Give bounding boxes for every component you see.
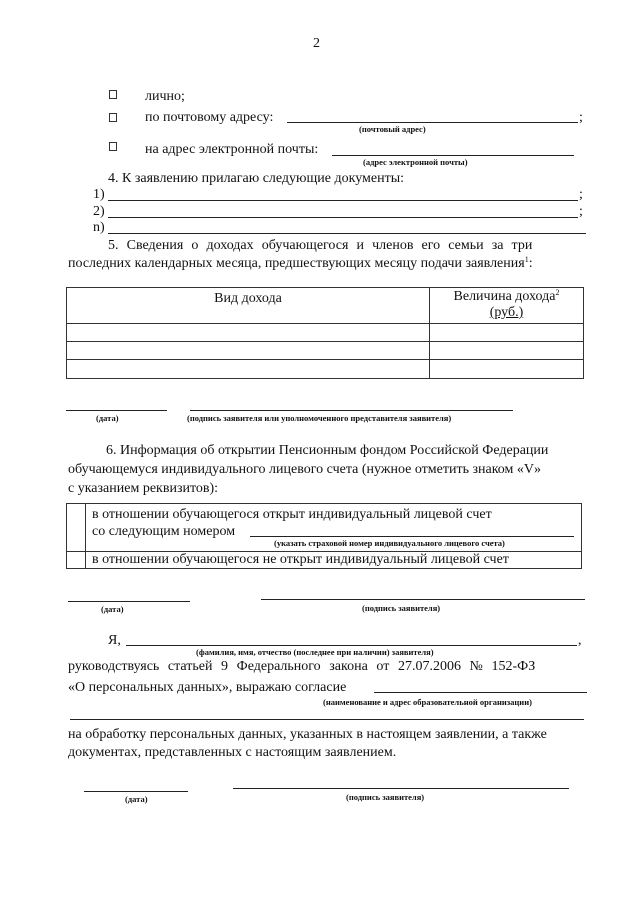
- snils-hint: (указать страховой номер индивидуального лицевого счета): [274, 538, 505, 548]
- option-postal-label: по почтовому адресу:: [145, 110, 274, 125]
- option-opened-line1: в отношении обучающегося открыт индивидуальный лицевой счет: [92, 507, 492, 522]
- consent-comma: ,: [578, 633, 582, 648]
- consent-date-hint: (дата): [125, 794, 148, 804]
- option-not-opened-mark-cell[interactable]: [67, 552, 85, 569]
- consent-date-field[interactable]: [84, 791, 188, 792]
- section5-signature-field[interactable]: [190, 410, 513, 411]
- doc-item-n-field[interactable]: [108, 233, 586, 234]
- consent-line3: на обработку персональных данных, указанных в настоящем заявлении, а также: [68, 727, 547, 742]
- consent-signature-hint: (подпись заявителя): [346, 792, 425, 802]
- section6-line1: 6. Информация об открытии Пенсионным фондом Российской Федерации: [106, 443, 549, 458]
- doc-item-2-end: ;: [579, 204, 583, 219]
- section5-colon: :: [528, 256, 533, 271]
- section6-date-hint: (дата): [101, 604, 124, 614]
- section5-signature-hint: (подпись заявителя или уполномоченного представителя заявителя): [187, 413, 452, 423]
- col-income-amount-label: Величина дохода: [453, 289, 556, 304]
- checkbox-personal[interactable]: [109, 90, 117, 99]
- footnote-1: 1: [524, 255, 529, 264]
- doc-item-2-label: 2): [93, 204, 105, 219]
- income-type-cell[interactable]: [67, 342, 430, 360]
- section5-text-line2-main: последних календарных месяца, предшествующих месяцу подачи заявления: [68, 256, 525, 271]
- section5-text-line2: [68, 256, 533, 272]
- postal-hint: (почтовый адрес): [359, 124, 426, 134]
- doc-item-n-label: n): [93, 220, 105, 235]
- col-income-amount-header: [430, 288, 584, 324]
- consent-line2: «О персональных данных», выражаю согласие: [68, 680, 347, 695]
- option-opened-line2: со следующим номером: [92, 524, 236, 539]
- section6-signature-field[interactable]: [261, 599, 585, 600]
- consent-signature-field[interactable]: [233, 788, 569, 789]
- snils-number-field[interactable]: [250, 536, 574, 537]
- section6-line2: обучающемуся индивидуального лицевого счета (нужное отметить знаком «V»: [68, 462, 541, 477]
- option-personal-label: лично;: [145, 89, 185, 104]
- section5-text-line1: 5. Сведения о доходах обучающегося и членов его семьи за три: [108, 238, 533, 253]
- pension-account-options: [66, 503, 582, 569]
- income-amount-cell[interactable]: [430, 342, 584, 360]
- table-row: [67, 342, 584, 360]
- page-number: 2: [313, 36, 320, 51]
- organization-field[interactable]: [374, 692, 587, 693]
- doc-item-1-end: ;: [579, 187, 583, 202]
- checkbox-email[interactable]: [109, 142, 117, 151]
- income-amount-cell[interactable]: [430, 324, 584, 342]
- doc-item-1-field[interactable]: [108, 200, 578, 201]
- table-row: [67, 360, 584, 379]
- section5-date-field[interactable]: [66, 410, 167, 411]
- income-type-cell[interactable]: [67, 360, 430, 379]
- postal-address-field[interactable]: [287, 122, 578, 123]
- option-email-label: на адрес электронной почты:: [145, 142, 319, 157]
- col-income-amount-unit: (руб.): [489, 305, 524, 320]
- checkbox-postal[interactable]: [109, 113, 117, 122]
- footnote-2: 2: [555, 288, 560, 297]
- organization-field-continued[interactable]: [70, 719, 584, 720]
- fio-hint: (фамилия, имя, отчество (последнее при наличии) заявителя): [196, 647, 434, 657]
- organization-hint: (наименование и адрес образовательной организации): [323, 697, 532, 707]
- option-opened-mark-cell[interactable]: [67, 504, 85, 551]
- mark-column-divider: [85, 504, 86, 568]
- section6-date-field[interactable]: [68, 601, 190, 602]
- postal-end-mark: ;: [579, 110, 583, 125]
- doc-item-2-field[interactable]: [108, 217, 578, 218]
- section6-signature-hint: (подпись заявителя): [362, 603, 441, 613]
- consent-line1: руководствуясь статьей 9 Федерального закона от 27.07.2006 № 152-ФЗ: [68, 659, 536, 674]
- email-field[interactable]: [332, 155, 574, 156]
- section5-date-hint: (дата): [96, 413, 119, 423]
- section6-line3: с указанием реквизитов):: [68, 481, 219, 496]
- section4-heading: 4. К заявлению прилагаю следующие документы:: [108, 171, 405, 186]
- doc-item-1-label: 1): [93, 187, 105, 202]
- consent-line4: документах, представленных с настоящим заявлением.: [68, 745, 397, 760]
- email-hint: (адрес электронной почты): [363, 157, 468, 167]
- consent-ya: Я,: [108, 633, 121, 648]
- col-income-type-header: Вид дохода: [67, 288, 430, 324]
- income-table-header-row: [67, 288, 584, 324]
- income-type-cell[interactable]: [67, 324, 430, 342]
- table-row: [67, 324, 584, 342]
- option-not-opened-label: в отношении обучающегося не открыт индивидуальный лицевой счет: [92, 552, 509, 567]
- fio-field[interactable]: [126, 645, 577, 646]
- income-table: [66, 287, 584, 379]
- income-amount-cell[interactable]: [430, 360, 584, 379]
